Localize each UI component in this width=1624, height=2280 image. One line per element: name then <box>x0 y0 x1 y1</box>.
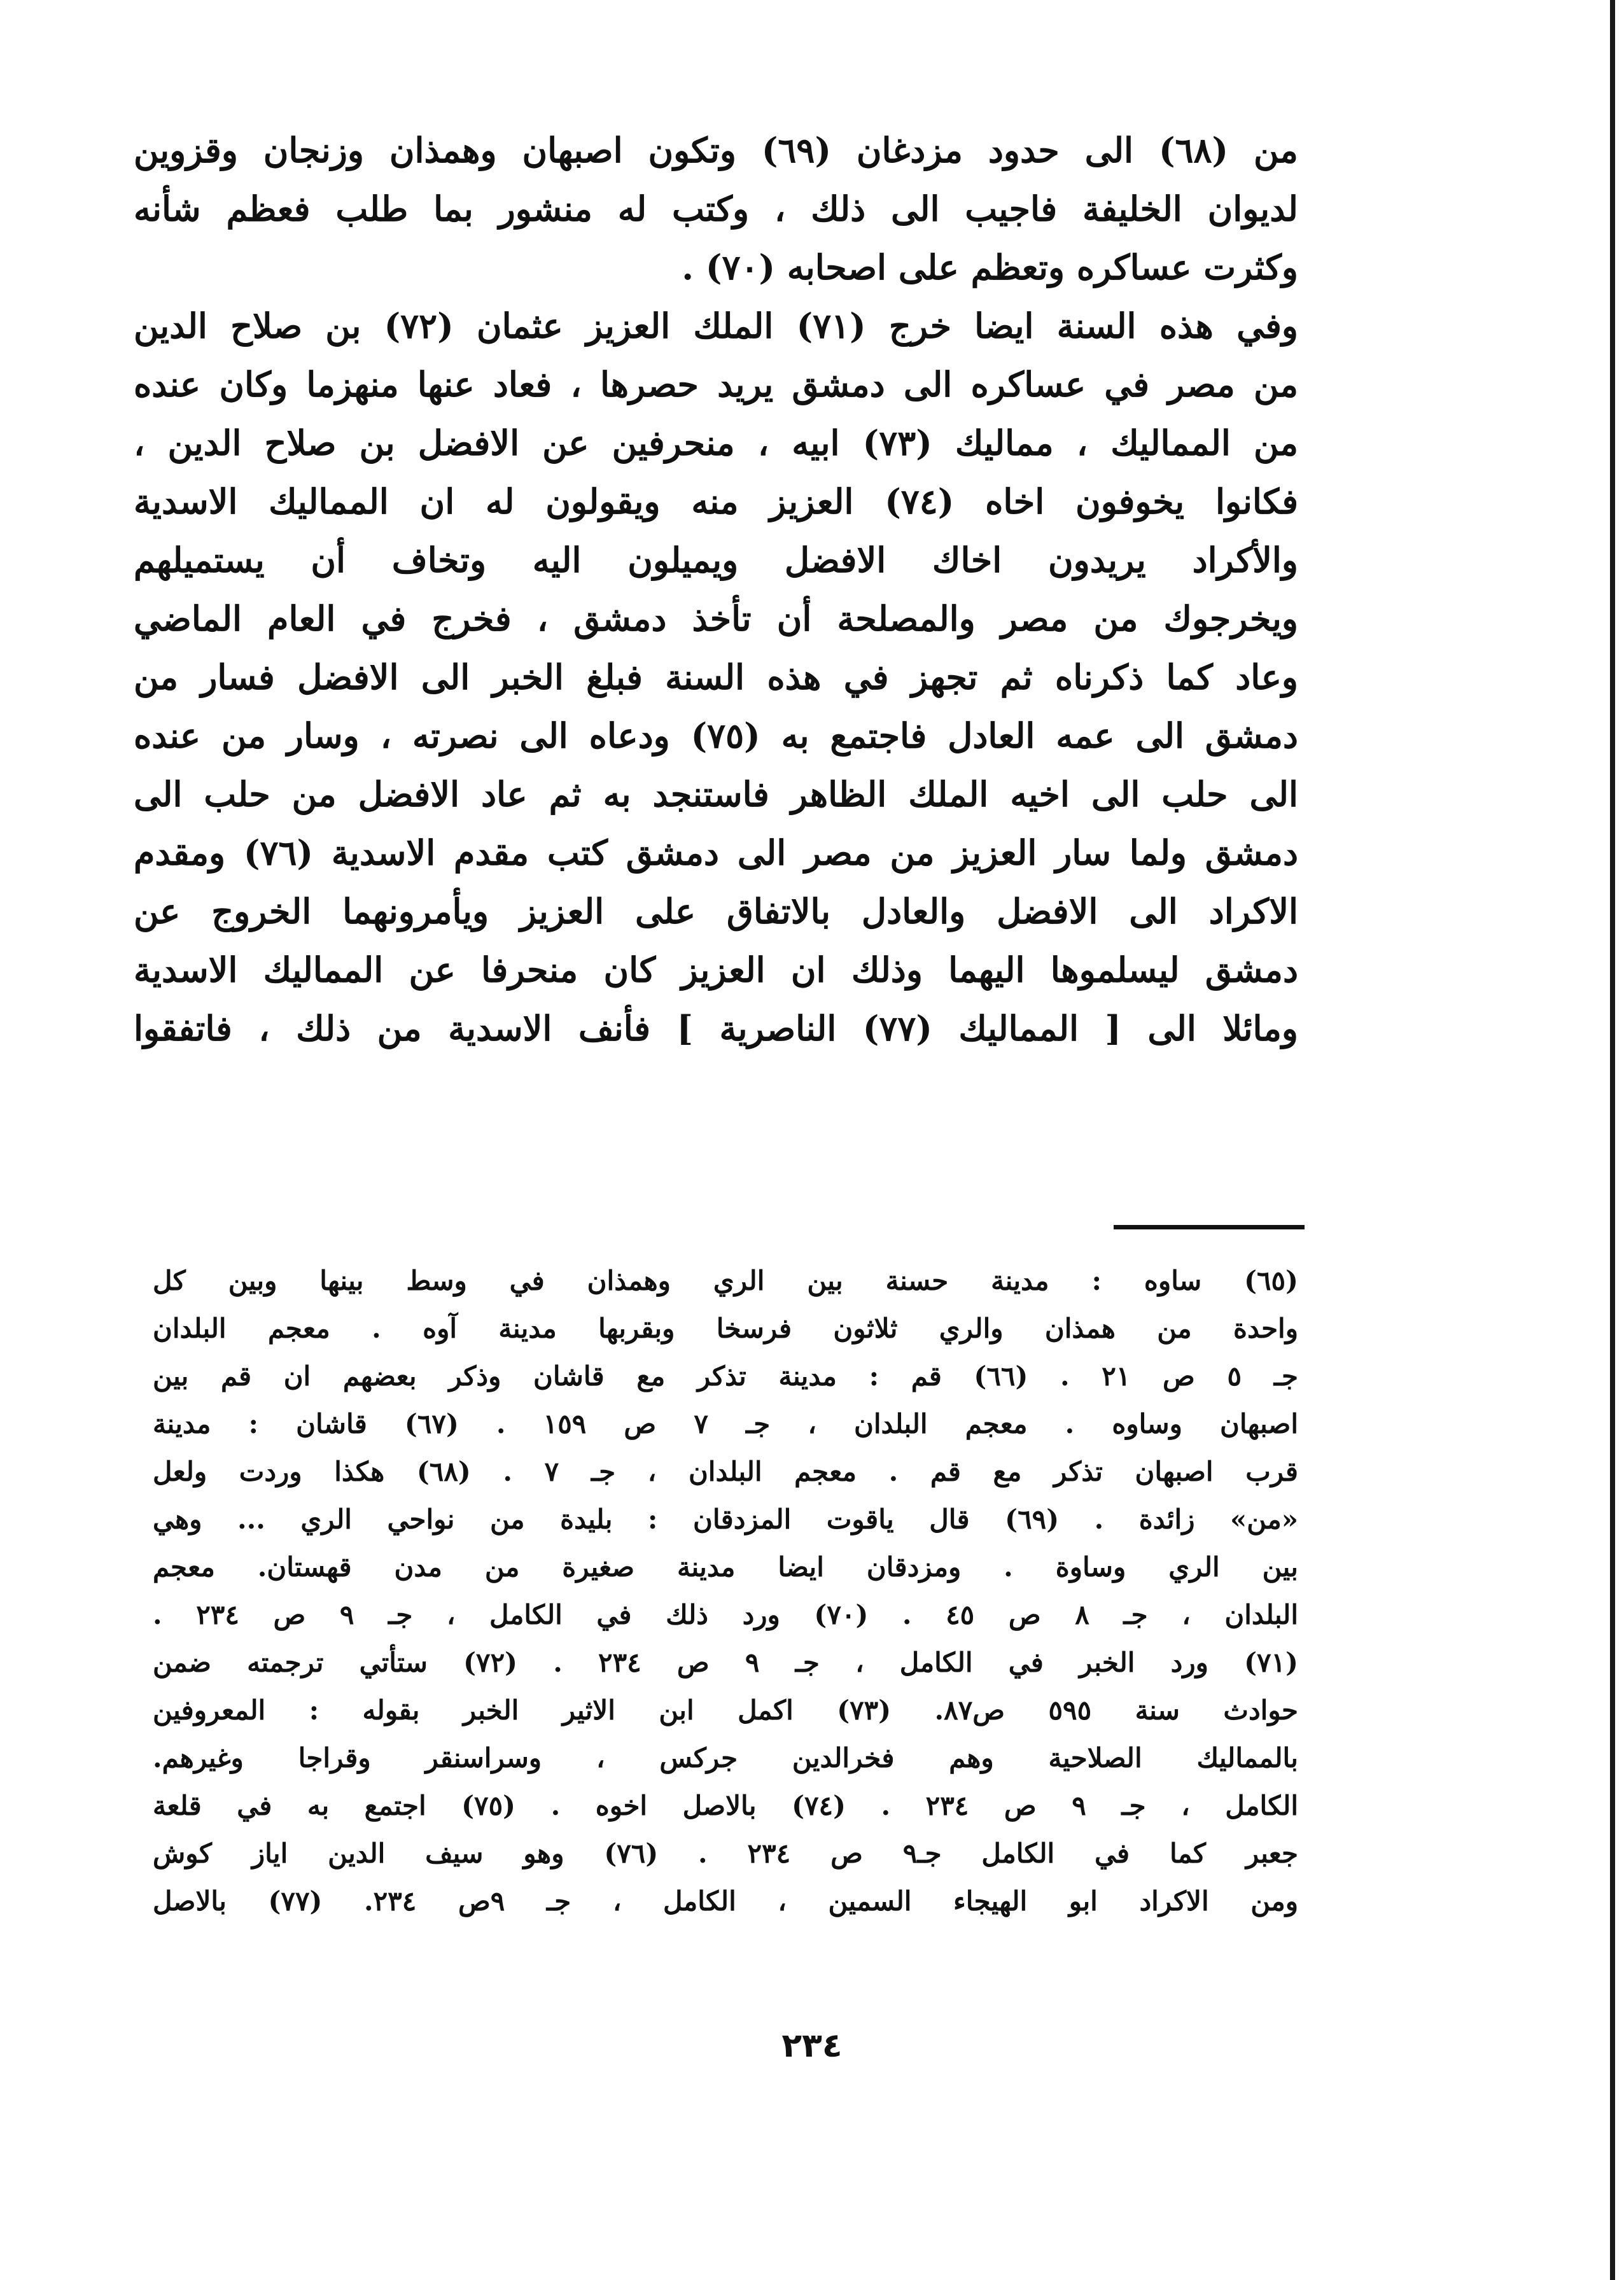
body-line: الى حلب الى اخيه الملك الظاهر فاستنجد به ثم عاد الافضل من حلب الى <box>134 774 1298 815</box>
footnote-line: قرب اصبهان تذكر مع قم . معجم البلدان ، جـ ٧ . (٦٨) هكذا وردت ولعل <box>153 1456 1298 1487</box>
footnote-line: بالمماليك الصلاحية وهم فخرالدين جركس ، وسراسنقر وقراجا وغيرهم. <box>153 1742 1298 1773</box>
footnote-line: الكامل ، جـ ٩ ص ٢٣٤ . (٧٤) بالاصل اخوه . (٧٥) اجتمع به في قلعة <box>153 1790 1298 1821</box>
footnote-line: اصبهان وساوه . معجم البلدان ، جـ ٧ ص ١٥٩ . (٦٧) قاشان : مدينة <box>153 1408 1298 1439</box>
footnote-line: (٦٥) ساوه : مدينة حسنة بين الري وهمذان في وسط بينها وبين كل <box>153 1265 1298 1296</box>
body-line: الاكراد الى الافضل والعادل بالاتفاق على العزيز ويأمرونهما الخروج عن <box>134 891 1298 932</box>
body-line: دمشق ليسلموها اليهما وذلك ان العزيز كان منحرفا عن المماليك الاسدية <box>134 949 1298 990</box>
page-number: ٢٣٤ <box>781 2027 843 2065</box>
body-line: وعاد كما ذكرناه ثم تجهز في هذه السنة فبلغ الخبر الى الافضل فسار من <box>134 657 1298 697</box>
main-text-block <box>134 121 1298 1058</box>
footnote-line: «من» زائدة . (٦٩) قال ياقوت المزدقان : بليدة من نواحي الري ... وهي <box>153 1504 1298 1535</box>
body-line: والأكراد يريدون اخاك الافضل ويميلون اليه وتخاف أن يستميلهم <box>134 540 1298 580</box>
body-line: ومائلا الى [ المماليك (٧٧) الناصرية ] فأنف الاسدية من ذلك ، فاتفقوا <box>134 1008 1298 1049</box>
footnote-line: بين الري وساوة . ومزدقان ايضا مدينة صغيرة من مدن قهستان. معجم <box>153 1551 1298 1583</box>
body-line: دمشق الى عمه العادل فاجتمع به (٧٥) ودعاه الى نصرته ، وسار من عنده <box>134 715 1298 756</box>
body-line: وكثرت عساكره وتعظم على اصحابه (٧٠) . <box>682 247 1298 288</box>
body-line: من (٦٨) الى حدود مزدغان (٦٩) وتكون اصبهان وهمذان وزنجان وقزوين <box>134 130 1298 171</box>
footnote-line: (٧١) ورد الخبر في الكامل ، جـ ٩ ص ٢٣٤ . (٧٢) ستأتي ترجمته ضمن <box>153 1647 1298 1678</box>
body-line: ويخرجوك من مصر والمصلحة أن تأخذ دمشق ، فخرج في العام الماضي <box>134 598 1298 639</box>
body-line: وفي هذه السنة ايضا خرج (٧١) الملك العزيز عثمان (٧٢) بن صلاح الدين <box>134 305 1298 346</box>
footnote-line: ومن الاكراد ابو الهيجاء السمين ، الكامل ، جـ ٩ص ٢٣٤. (٧٧) بالاصل <box>153 1885 1298 1917</box>
body-line: لديوان الخليفة فاجيب الى ذلك ، وكتب له منشور بما طلب فعظم شأنه <box>134 188 1298 229</box>
body-line: من المماليك ، مماليك (٧٣) ابيه ، منحرفين عن الافضل بن صلاح الدين ، <box>134 423 1298 463</box>
footnote-line: جعبر كما في الكامل جـ٩ ص ٢٣٤ . (٧٦) وهو سيف الدين اياز كوش <box>153 1838 1298 1869</box>
footnotes-block <box>153 1257 1298 1925</box>
footnote-line: البلدان ، جـ ٨ ص ٤٥ . (٧٠) ورد ذلك في الكامل ، جـ ٩ ص ٢٣٤ . <box>153 1599 1298 1630</box>
footnote-divider <box>1114 1225 1305 1229</box>
body-line: دمشق ولما سار العزيز من مصر الى دمشق كتب مقدم الاسدية (٧٦) ومقدم <box>134 832 1298 873</box>
body-line: من مصر في عساكره الى دمشق يريد حصرها ، فعاد عنها منهزما وكان عنده <box>134 364 1298 405</box>
footnote-line: جـ ٥ ص ٢١ . (٦٦) قم : مدينة تذكر مع قاشان وذكر بعضهم ان قم بين <box>153 1360 1298 1392</box>
body-line: فكانوا يخوفون اخاه (٧٤) العزيز منه ويقولون له ان المماليك الاسدية <box>134 481 1298 522</box>
footnote-line: واحدة من همذان والري ثلاثون فرسخا وبقربها مدينة آوه . معجم البلدان <box>153 1313 1298 1344</box>
scan-edge-border <box>1610 0 1615 2280</box>
footnote-line: حوادث سنة ٥٩٥ ص٨٧. (٧٣) اكمل ابن الاثير الخبر بقوله : المعروفين <box>153 1695 1298 1726</box>
